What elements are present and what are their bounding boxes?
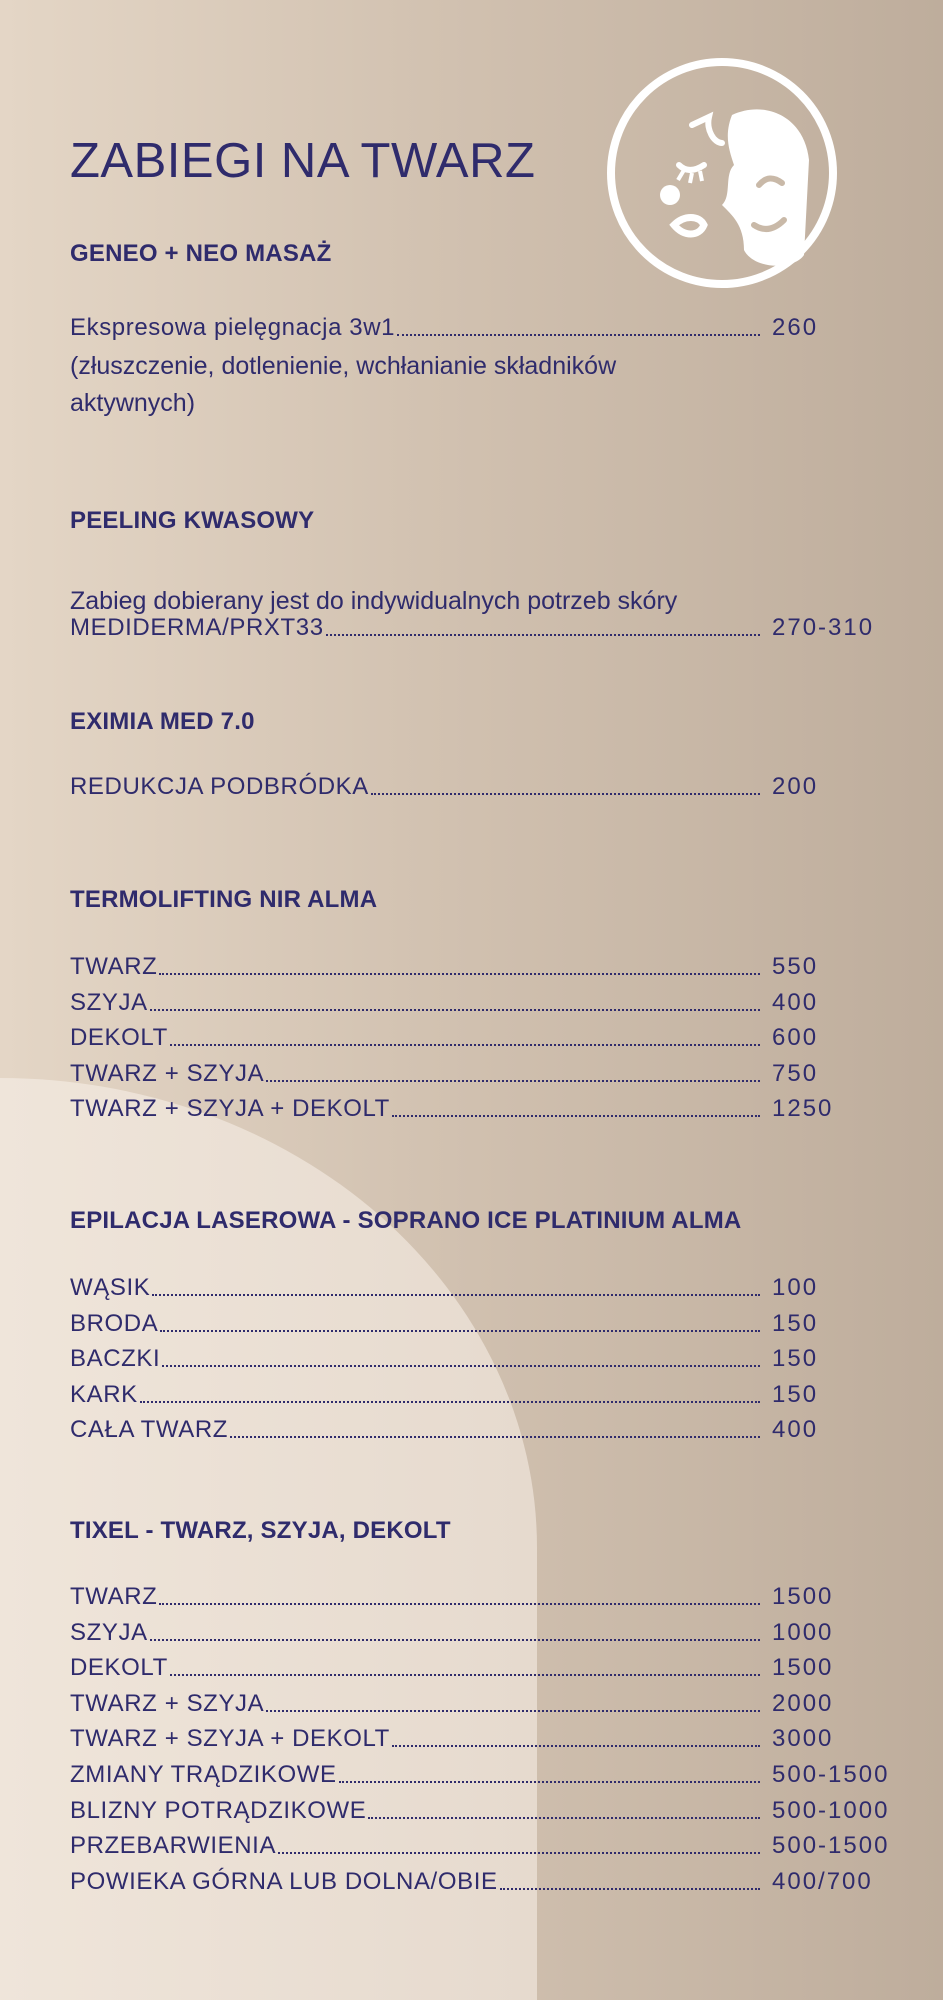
item-label: SZYJA — [70, 988, 148, 1016]
section-heading: PEELING KWASOWY — [70, 507, 315, 534]
price-row — [70, 1830, 890, 1860]
section-heading: EXIMIA MED 7.0 — [70, 708, 255, 735]
price-row — [70, 1866, 890, 1896]
section-heading: TIXEL - TWARZ, SZYJA, DEKOLT — [70, 1517, 451, 1544]
dot-leader — [159, 973, 760, 975]
price-row — [70, 1343, 890, 1373]
item-price: 260 — [772, 314, 819, 341]
price-row — [70, 1379, 890, 1409]
item-label: TWARZ — [70, 953, 158, 980]
description-line: aktywnych) — [70, 389, 196, 417]
price-row — [70, 312, 890, 342]
dot-leader — [140, 1401, 760, 1403]
price-row — [70, 612, 890, 642]
item-label: TWARZ + SZYJA — [70, 1059, 265, 1087]
item-price: 200 — [772, 773, 819, 800]
item-price: 400/700 — [772, 1867, 873, 1895]
item-price: 400 — [772, 1416, 819, 1444]
item-price: 750 — [772, 1059, 819, 1087]
price-row — [70, 1759, 890, 1789]
price-row — [70, 1723, 890, 1753]
dot-leader — [152, 1294, 760, 1296]
dot-leader — [500, 1888, 760, 1890]
section-heading: GENEO + NEO MASAŻ — [70, 240, 332, 267]
dot-leader — [162, 1365, 760, 1367]
item-price: 600 — [772, 1024, 819, 1052]
item-label: DEKOLT — [70, 1024, 168, 1052]
price-row — [70, 1617, 890, 1647]
description-line: Zabieg dobierany jest do indywidualnych potrzeb skóry — [70, 587, 678, 615]
item-price: 150 — [772, 1309, 819, 1337]
item-label: BRODA — [70, 1309, 159, 1337]
item-price: 500-1500 — [772, 1761, 890, 1788]
dot-leader — [371, 793, 760, 795]
item-label: POWIEKA GÓRNA LUB DOLNA/OBIE — [70, 1867, 498, 1895]
price-row — [70, 1652, 890, 1682]
item-price: 3000 — [772, 1725, 834, 1753]
item-label: WĄSIK — [70, 1274, 151, 1301]
item-label: TWARZ + SZYJA + DEKOLT — [70, 1725, 390, 1753]
dot-leader — [392, 1115, 760, 1117]
item-label: PRZEBARWIENIA — [70, 1832, 277, 1860]
dot-leader — [160, 1330, 760, 1332]
section-heading: EPILACJA LASEROWA - SOPRANO ICE PLATINIUM ALMA — [70, 1207, 742, 1234]
item-label: KARK — [70, 1380, 138, 1408]
dot-leader — [150, 1639, 760, 1641]
price-row — [70, 1795, 890, 1825]
price-row — [70, 1093, 890, 1123]
item-price: 400 — [772, 988, 819, 1016]
item-label: REDUKCJA PODBRÓDKA — [70, 773, 369, 800]
price-row — [70, 1022, 890, 1052]
page-title: ZABIEGI NA TWARZ — [70, 134, 536, 188]
dot-leader — [392, 1745, 760, 1747]
dot-leader — [170, 1044, 760, 1046]
item-price: 550 — [772, 953, 819, 980]
item-price: 2000 — [772, 1689, 834, 1717]
dot-leader — [266, 1080, 760, 1082]
price-row — [70, 1688, 890, 1718]
item-label: SZYJA — [70, 1618, 148, 1646]
item-label: BACZKI — [70, 1345, 161, 1373]
item-label: DEKOLT — [70, 1654, 168, 1682]
item-label: Ekspresowa pielęgnacja 3w1 — [70, 314, 396, 341]
item-label: CAŁA TWARZ — [70, 1416, 229, 1444]
dot-leader — [266, 1710, 760, 1712]
face-care-icon — [604, 55, 840, 291]
item-price: 500-1000 — [772, 1796, 890, 1824]
item-label: TWARZ + SZYJA + DEKOLT — [70, 1095, 390, 1123]
item-price: 1250 — [772, 1095, 834, 1123]
price-row — [70, 1308, 890, 1338]
item-price: 1500 — [772, 1583, 834, 1610]
item-label: TWARZ — [70, 1583, 158, 1610]
price-row — [70, 1581, 890, 1611]
price-row — [70, 771, 890, 801]
price-row — [70, 1058, 890, 1088]
dot-leader — [368, 1817, 760, 1819]
item-label: BLIZNY POTRĄDZIKOWE — [70, 1796, 367, 1824]
item-label: ZMIANY TRĄDZIKOWE — [70, 1761, 337, 1788]
item-label: TWARZ + SZYJA — [70, 1689, 265, 1717]
item-price: 270-310 — [772, 614, 875, 641]
item-label: MEDIDERMA/PRXT33 — [70, 614, 324, 641]
item-price: 1000 — [772, 1618, 834, 1646]
item-price: 150 — [772, 1380, 819, 1408]
price-row — [70, 951, 890, 981]
dot-leader — [339, 1781, 760, 1783]
dot-leader — [230, 1436, 760, 1438]
dot-leader — [278, 1852, 760, 1854]
dot-leader — [150, 1009, 760, 1011]
dot-leader — [326, 634, 760, 636]
dot-leader — [159, 1603, 760, 1605]
item-price: 100 — [772, 1274, 819, 1301]
price-row — [70, 1414, 890, 1444]
description-line: (złuszczenie, dotlenienie, wchłanianie składników — [70, 352, 617, 380]
item-price: 1500 — [772, 1654, 834, 1682]
item-price: 500-1500 — [772, 1832, 890, 1860]
price-row — [70, 987, 890, 1017]
dot-leader — [170, 1674, 760, 1676]
item-price: 150 — [772, 1345, 819, 1373]
section-heading: TERMOLIFTING NIR ALMA — [70, 886, 378, 913]
dot-leader — [397, 334, 760, 336]
price-row — [70, 1272, 890, 1302]
